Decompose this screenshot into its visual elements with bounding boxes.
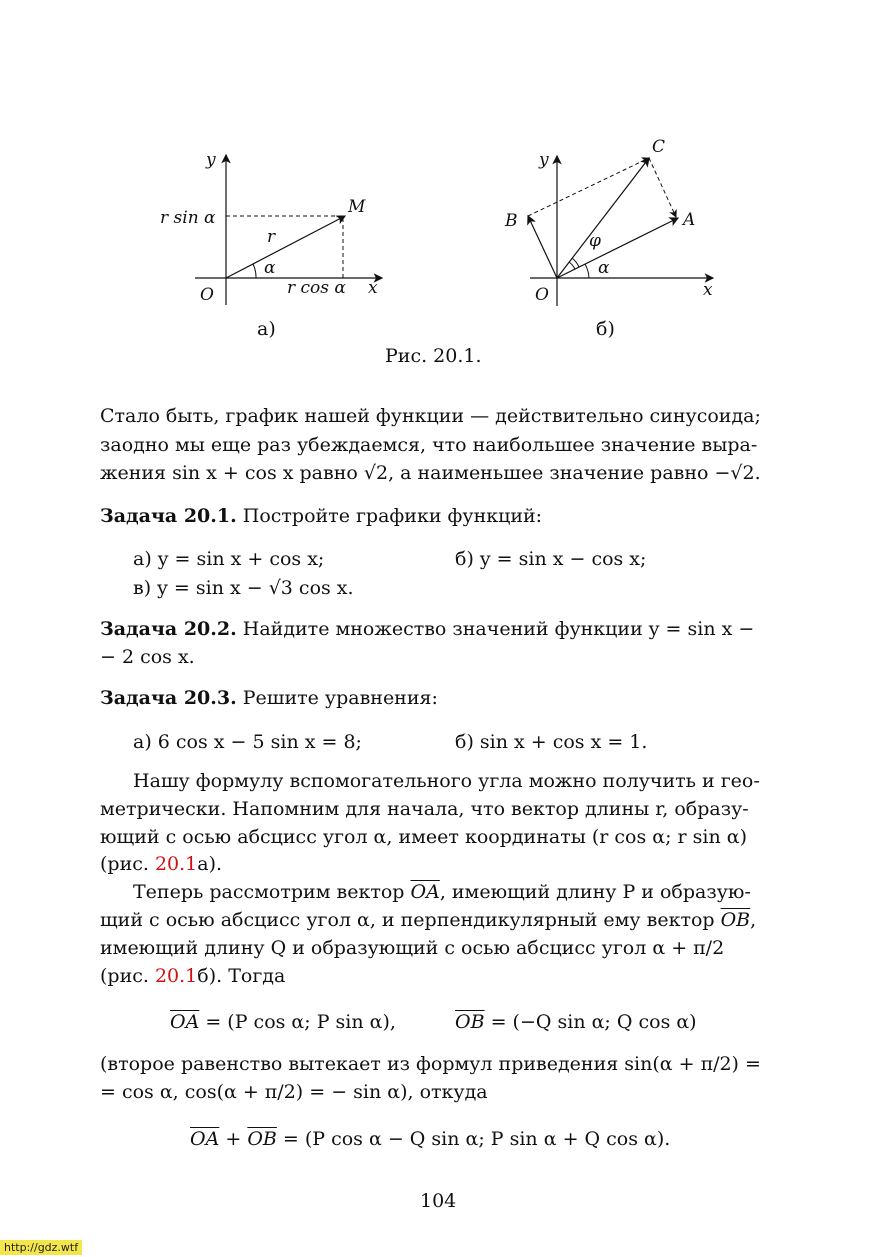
- paragraph-3-line-2: [100, 909, 777, 931]
- paragraph-2-line-4: [100, 853, 777, 875]
- equation-sum: [190, 1125, 670, 1154]
- vector-OA-label: $\overline{OA}$: [170, 1011, 200, 1033]
- equation-rhs: = (P cos α − Q sin α; P sin α + Q cos α).: [276, 1128, 671, 1150]
- label-M: M: [348, 197, 366, 217]
- paragraph-2-line-3: [100, 826, 777, 848]
- angle-alpha-arc: [585, 264, 589, 278]
- paragraph-3-line-1: [133, 881, 777, 903]
- text: − 2 cos x.: [100, 646, 195, 668]
- vector-OA-label: $\overline{OA}$: [410, 881, 440, 903]
- paragraph-1-line-3: [100, 462, 777, 484]
- text: (рис.: [100, 965, 155, 987]
- problem-20-1-item-a: а) y = sin x + cos x;: [133, 548, 325, 570]
- text: Теперь рассмотрим вектор: [133, 881, 411, 903]
- problem-title: Задача 20.2.: [100, 618, 237, 640]
- figure-caption: Рис. 20.1.: [385, 345, 482, 367]
- vector-OA-label: $\overline{OA}$: [190, 1128, 220, 1150]
- label-r-cos-alpha: r cos α: [287, 278, 346, 298]
- footer-link[interactable]: http://gdz.wtf: [0, 1240, 82, 1255]
- text: Стало быть, график нашей функции — действительно синусоида;: [100, 405, 761, 427]
- angle-arc: [253, 264, 256, 278]
- vector-OA: [557, 218, 678, 278]
- text: Нашу формулу вспомогательного угла можно получить и гео-: [133, 770, 760, 792]
- angle-phi-arc-1: [569, 262, 575, 269]
- sqrt-two: √2: [363, 462, 389, 484]
- label-O: O: [200, 285, 214, 305]
- label-r: r: [267, 227, 276, 247]
- label-y: y: [539, 150, 549, 170]
- text: ,: [750, 909, 757, 931]
- label-phi: φ: [589, 231, 601, 251]
- label-y: y: [206, 150, 216, 170]
- text: имеющий длину Q и образующий с осью абсцисс угол α + π/2: [100, 937, 725, 959]
- label-x: x: [368, 278, 378, 298]
- equation-OB: [455, 1008, 697, 1037]
- vector-r: [226, 216, 345, 278]
- paragraph-3-line-3: [100, 937, 777, 959]
- problem-20-1-item-b: б) y = sin x − cos x;: [455, 548, 647, 570]
- text: а).: [197, 853, 223, 875]
- figure-a-sublabel: а): [257, 318, 276, 340]
- label-A: A: [683, 210, 696, 230]
- text: ющий с осью абсцисс угол α, имеет координаты (r cos α; r sin α): [100, 826, 748, 848]
- problem-20-1-header: [100, 505, 777, 527]
- text: щий с осью абсцисс угол α, и перпендикулярный ему вектор: [100, 909, 721, 931]
- problem-text: Найдите множество значений функции y = sin x −: [236, 618, 755, 640]
- figure-a: [150, 140, 400, 320]
- paragraph-2-line-2: [100, 798, 777, 820]
- equation-rhs: = (−Q sin α; Q cos α): [484, 1011, 697, 1033]
- problem-title: Задача 20.3.: [100, 687, 237, 709]
- label-B: B: [505, 211, 518, 231]
- figure-b: [495, 130, 735, 320]
- figure-ref-link[interactable]: 20.1: [154, 853, 198, 875]
- label-C: C: [652, 137, 666, 157]
- equation-rhs: = (P cos α; P sin α),: [199, 1011, 396, 1033]
- vector-OB: [528, 216, 557, 278]
- problem-20-1-item-c: в) y = sin x − √3 cos x.: [133, 577, 354, 599]
- text: б). Тогда: [197, 965, 286, 987]
- vector-OB-label: $\overline{OB}$: [455, 1011, 485, 1033]
- paragraph-1-line-1: [100, 405, 777, 427]
- page-number: 104: [420, 1190, 457, 1212]
- vector-OB-label: $\overline{OB}$: [247, 1128, 277, 1150]
- label-x: x: [703, 280, 713, 300]
- paragraph-4-line-2: [100, 1081, 777, 1103]
- figure-b-sublabel: б): [596, 318, 615, 340]
- text: (рис.: [100, 853, 155, 875]
- text: = cos α, cos(α + π/2) = − sin α), откуда: [100, 1081, 488, 1103]
- problem-text: Решите уравнения:: [236, 687, 438, 709]
- label-alpha: α: [264, 258, 276, 278]
- dashed-AC: [649, 158, 676, 217]
- label-r-sin-alpha: r sin α: [160, 208, 216, 228]
- problem-20-2-line-1: [100, 618, 777, 640]
- label-O: O: [535, 285, 549, 305]
- text: , а наименьшее значение равно −√2.: [388, 462, 761, 484]
- text: заодно мы еще раз убеждаемся, что наибольшее значение выра-: [100, 434, 758, 456]
- paragraph-4-line-1: [100, 1053, 777, 1075]
- label-alpha: α: [598, 258, 610, 278]
- problem-20-3-item-a: а) 6 cos x − 5 sin x = 8;: [133, 731, 362, 753]
- problem-20-2-line-2: [100, 646, 777, 668]
- problem-20-3-header: [100, 687, 777, 709]
- equation-OA: [170, 1008, 396, 1037]
- text: жения sin x + cos x равно: [100, 462, 364, 484]
- text: (второе равенство вытекает из формул приведения sin(α + π/2) =: [100, 1053, 761, 1075]
- vector-OB-label: $\overline{OB}$: [720, 909, 751, 931]
- figure-ref-link[interactable]: 20.1: [154, 965, 198, 987]
- text: , имеющий длину P и образую-: [439, 881, 751, 903]
- problem-title: Задача 20.1.: [100, 505, 237, 527]
- problem-20-3-item-b: б) sin x + cos x = 1.: [455, 731, 648, 753]
- paragraph-1-line-2: [100, 434, 777, 456]
- plus: +: [219, 1128, 248, 1150]
- paragraph-3-line-4: [100, 965, 777, 987]
- paragraph-2-line-1: [133, 770, 777, 792]
- problem-text: Постройте графики функций:: [236, 505, 543, 527]
- text: метрически. Напомним для начала, что вектор длины r, образу-: [100, 798, 749, 820]
